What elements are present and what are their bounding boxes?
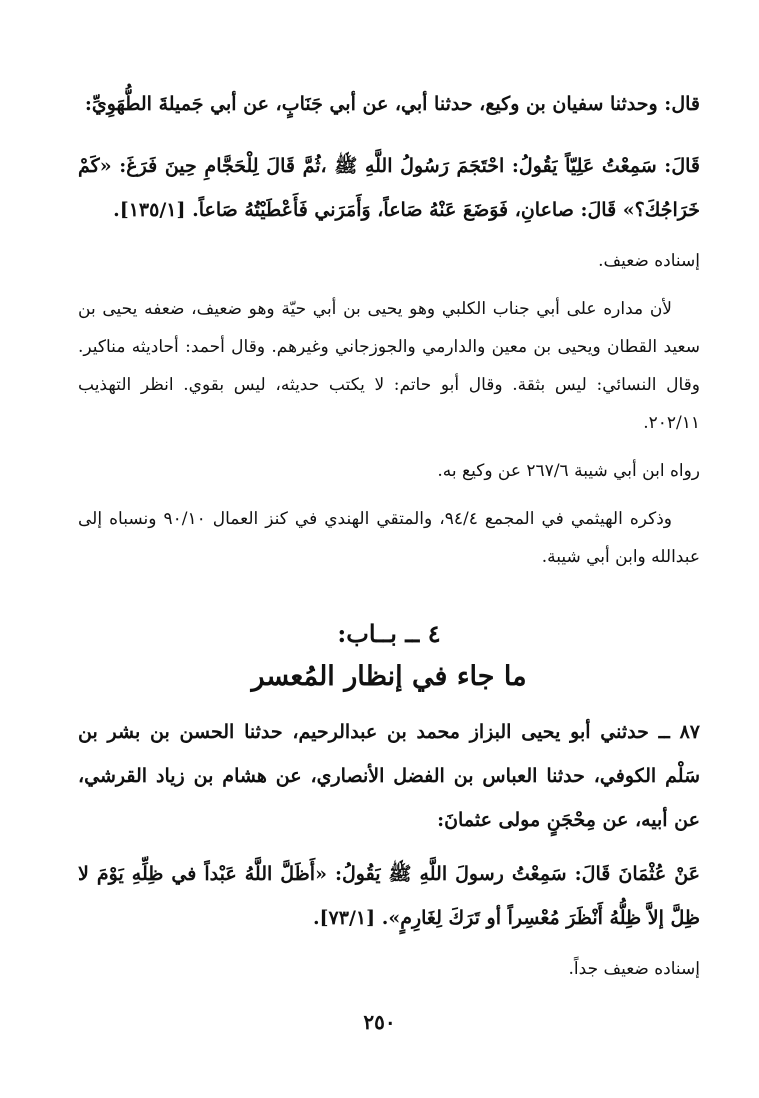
hadith-text-2: عَنْ عُثْمَانَ قَالَ: سَمِعْتُ رسولَ اللَّهِ ﷺ يَقُولُ: «أَظَلَّ اللَّهُ عَبْداً في ظِلِّهِ يَوْمَ لا ظِلَّ إلاَّ ظِلُّهُ أَنْظَرَ مُعْسِراً أو تَرَكَ لِغَارِمٍ». [٧٣/١]. [78,863,700,929]
source-reference-1: رواه ابن أبي شيبة ٢٦٧/٦ عن وكيع به. [437,461,700,481]
chapter-heading [78,614,700,700]
chapter-title: ما جاء في إنظار المُعسر [251,661,527,692]
commentary-paragraph: لأن مداره على أبي جناب الكلبي وهو يحيى بن أبي حيّة وهو ضعيف، ضعفه يحيى بن سعيد القطان ويحيى بن معين والدارمي والجوزجاني وغيرهم. وقال أحمد: أحاديثه مناكير. وقال النسائي: ليس بثقة. وقال أبو حاتم: لا يكتب حديثه، ليس بقوي. انظر التهذيب ٢٠٢/١١. [78,299,700,433]
hadith-text-1: قَالَ: سَمِعْتُ عَلِيّاً يَقُولُ: احْتَجَمَ رَسُولُ اللَّهِ ﷺ ،ثُمَّ قَالَ لِلْحَجَّامِ حِينَ فَرَغَ: «كَمْ خَرَاجُكَ؟» قَالَ: صاعانِ، فَوَضَعَ عَنْهُ صَاعاً، وَأَمَرَني فَأَعْطَيْتُهُ صَاعاً. [١٣٥/١]. [78,155,700,221]
isnad-paragraph-1: قال: وحدثنا سفيان بن وكيع، حدثنا أبي، عن أبي جَنَابٍ، عن أبي جَميلةَ الطُّهَوِيِّ: [84,93,700,115]
grading-note-1: إسناده ضعيف. [598,251,700,271]
source-reference-2: وذكره الهيثمي في المجمع ٩٤/٤، والمتقي الهندي في كنز العمال ٩٠/١٠ ونسباه إلى عبدالله وابن أبي شيبة. [78,509,700,567]
chapter-number: ٤ ــ بــاب: [337,619,441,648]
isnad-paragraph-2: ٨٧ ــ حدثني أبو يحيى البزاز محمد بن عبدالرحيم، حدثنا الحسن بن بشر بن سَلْم الكوفي، حدثنا العباس بن الفضل الأنصاري، عن هشام بن زياد القرشي، عن أبيه، عن مِحْجَنٍ مولى عثمانَ: [78,721,700,831]
grading-note-2: إسناده ضعيف جداً. [568,959,700,979]
page-content [78,82,700,988]
page-number: ٢٥٠ [363,1010,396,1034]
